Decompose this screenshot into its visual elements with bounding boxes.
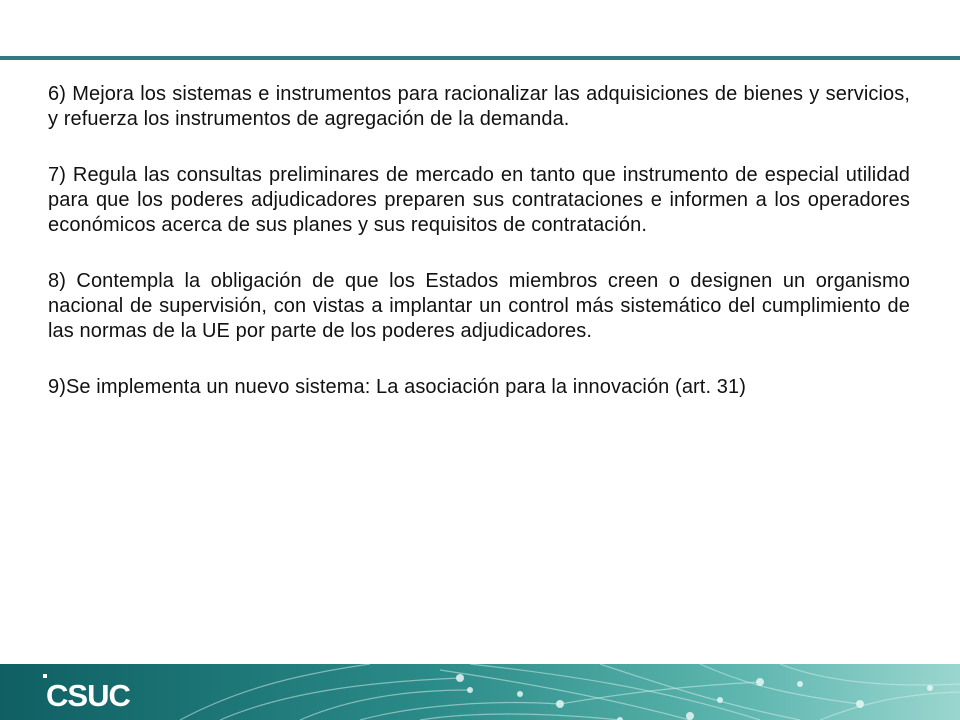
footer-background [0,664,960,720]
slide-content [48,82,910,431]
paragraph-8: 8) Contempla la obligación de que los Estados miembros creen o designen un organismo nacional de supervisión, con vistas a implantar un control más sistemático del cumplimiento de las normas de la UE por parte de los poderes adjudicadores. [48,270,910,342]
footer-graphic [0,664,960,720]
header-divider [0,56,960,60]
paragraph-7: 7) Regula las consultas preliminares de mercado en tanto que instrumento de especial utilidad para que los poderes adjudicadores preparen sus contrataciones e informen a los operadores económicos acerca de sus planes y sus requisitos de contratación. [48,164,910,236]
csuc-logo-text: CSUC [46,678,130,713]
logo-dot-icon [43,674,47,678]
paragraph-9: 9)Se implementa un nuevo sistema: La asociación para la innovación (art. 31) [48,376,746,398]
paragraph-6: 6) Mejora los sistemas e instrumentos para racionalizar las adquisiciones de bienes y servicios, y refuerza los instrumentos de agregación de la demanda. [48,83,910,130]
csuc-logo [43,674,130,713]
footer-band [0,664,960,720]
